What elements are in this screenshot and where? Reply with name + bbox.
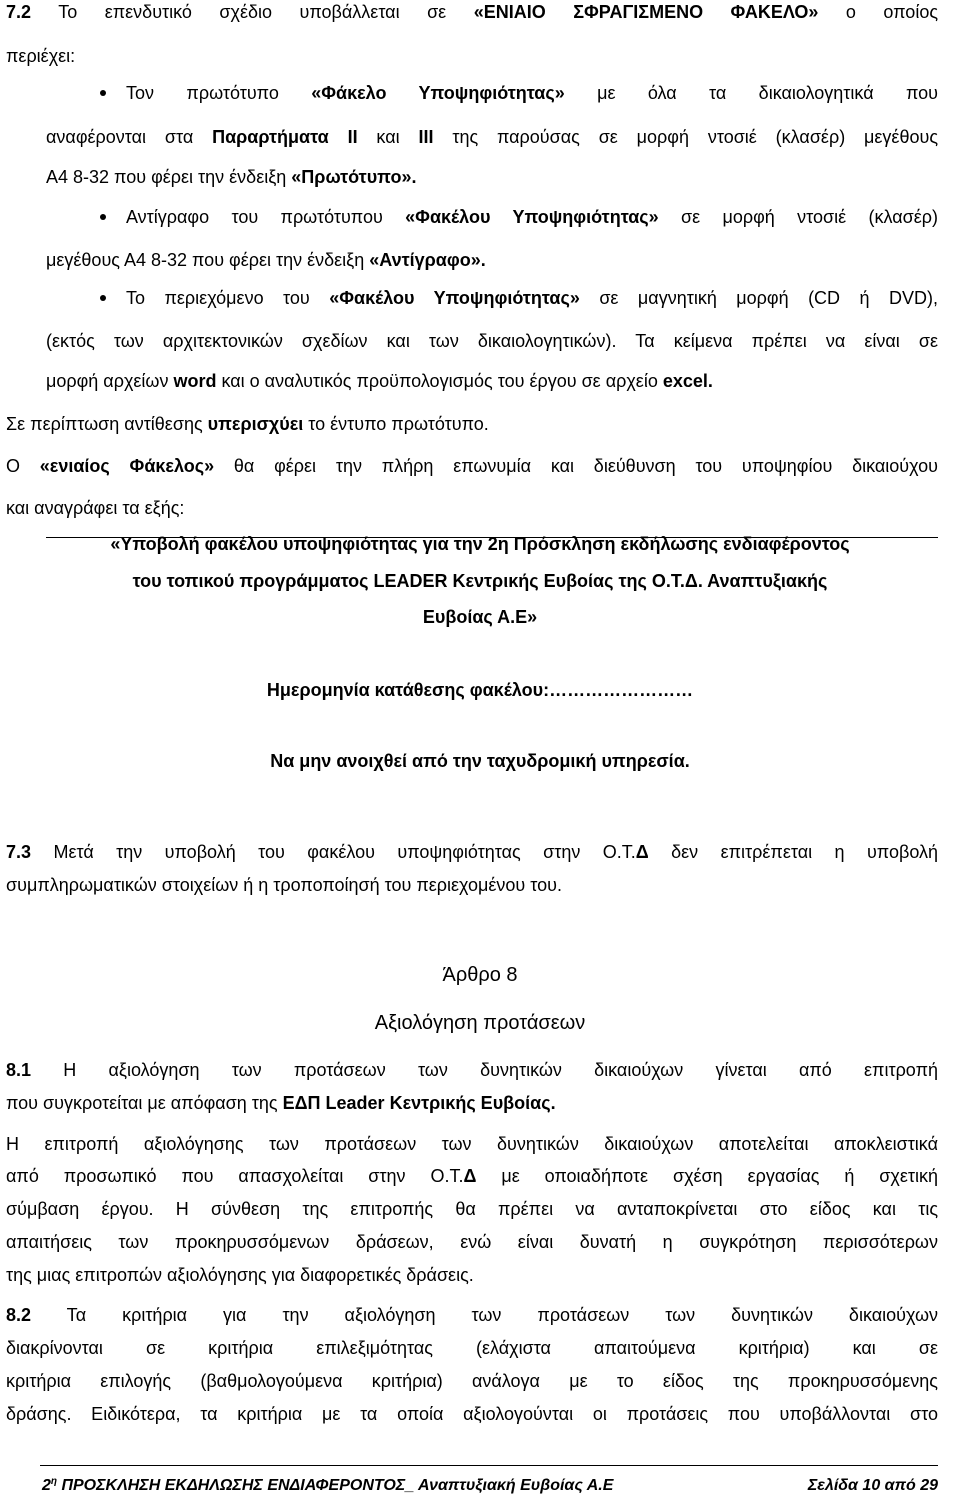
section-7-2-intro: 7.2 Το επενδυτικό σχέδιο υποβάλλεται σε «ΕΝΙΑΙΟ ΣΦΡΑΓΙΣΜΕΝΟ ΦΑΚΕΛΟ» ο οποίος (6, 2, 939, 22)
bullet-1-line-3: Α4 8-32 που φέρει την ένδειξη «Πρωτότυπο». (46, 167, 417, 187)
conflict-clause: Σε περίπτωση αντίθεσης υπερισχύει το έντυπο πρωτότυπο. (6, 414, 489, 434)
bullet-3-line-3: μορφή αρχείων word και ο αναλυτικός προϋπολογισμός του έργου σε αρχείο excel. (46, 371, 713, 391)
bullet-3-line-2: (εκτός των αρχιτεκτονικών σχεδίων και των δικαιολογητικών). Τα κείμενα πρέπει να είναι σε (46, 331, 938, 351)
bullet-1-line-2: αναφέρονται στα Παραρτήματα ΙΙ και ΙΙΙ της παρούσας σε μορφή ντοσιέ (κλασέρ) μεγέθους (46, 127, 938, 147)
section-8-2-line-4: δράσης. Ειδικότερα, τα κριτήρια με τα οποία αξιολογούνται οι προτάσεις που υποβάλλονται στο (6, 1404, 938, 1424)
section-7-3-line-2: συμπληρωματικών στοιχείων ή η τροποποίησή του περιεχομένου του. (6, 875, 562, 895)
section-8-1-line-1: 8.1 Η αξιολόγηση των προτάσεων των δυνητικών δικαιούχων γίνεται από επιτροπή (6, 1060, 938, 1080)
bullet-icon (100, 214, 106, 220)
submission-date: Ημερομηνία κατάθεσης φακέλου:…………………… (266, 680, 694, 700)
envelope-line-2: και αναγράφει τα εξής: (6, 498, 185, 518)
section-8-2-line-2: διακρίνονται σε κριτήρια επιλεξιμότητας (ελάχιστα απαιτούμενα κριτήρια) και σε (6, 1338, 938, 1358)
do-not-open-notice: Να μην ανοιχθεί από την ταχυδρομική υπηρεσία. (270, 751, 690, 771)
bullet-3-line-1: Το περιεχόμενο του «Φακέλου Υποψηφιότητας» σε μαγνητική μορφή (CD ή DVD), (126, 288, 938, 308)
section-7-2-intro-cont: περιέχει: (6, 46, 76, 66)
article-subtitle: Αξιολόγηση προτάσεων (374, 1012, 586, 1034)
section-7-3-line-1: 7.3 Μετά την υποβολή του φακέλου υποψηφιότητας στην Ο.Τ.Δ δεν επιτρέπεται η υποβολή (6, 842, 938, 862)
committee-line-5: της μιας επιτροπών αξιολόγησης για διαφορετικές δράσεις. (6, 1265, 474, 1285)
bullet-2-line-1: Αντίγραφο του πρωτότυπου «Φακέλου Υποψηφιότητας» σε μορφή ντοσιέ (κλασέρ) (126, 207, 938, 227)
committee-line-3: σύμβαση έργου. Η σύνθεση της επιτροπής θα πρέπει να ανταποκρίνεται στο είδος και τις (6, 1199, 938, 1219)
section-8-2-line-1: 8.2 Τα κριτήρια για την αξιολόγηση των προτάσεων των δυνητικών δικαιούχων (6, 1305, 938, 1325)
section-8-1-line-2: που συγκροτείται με απόφαση της ΕΔΠ Leader Κεντρικής Ευβοίας. (6, 1093, 556, 1113)
article-title: Άρθρο 8 (442, 964, 518, 986)
bullet-icon (100, 295, 106, 301)
bullet-icon (100, 90, 106, 96)
section-8-2-line-3: κριτήρια επιλογής (βαθμολογούμενα κριτήρια) ανάλογα με το είδος της προκηρυσσόμενης (6, 1371, 938, 1391)
envelope-label-line-3: Ευβοίας Α.Ε» (422, 607, 538, 627)
footer-page-number: Σελίδα 10 από 29 (807, 1477, 938, 1494)
envelope-label-line-1: «Υποβολή φακέλου υποψηφιότητας για την 2η Πρόσκληση εκδήλωσης ενδιαφέροντος (110, 534, 850, 554)
committee-line-1: Η επιτροπή αξιολόγησης των προτάσεων των δυνητικών δικαιούχων αποτελείται αποκλειστικά (6, 1134, 938, 1154)
footer-rule (40, 1465, 938, 1466)
committee-line-4: απαιτήσεις των προκηρυσσόμενων δράσεων, ενώ είναι δυνατή η συγκρότηση περισσότερων (6, 1232, 938, 1252)
envelope-line-1: Ο «ενιαίος Φάκελος» θα φέρει την πλήρη επωνυμία και διεύθυνση του υποψηφίου δικαιούχου (6, 456, 938, 476)
bullet-2-line-2: μεγέθους Α4 8-32 που φέρει την ένδειξη «Αντίγραφο». (46, 250, 486, 270)
footer-title: $2^\eta$ ΠΡΟΣΚΛΗΣΗ ΕΚΔΗΛΩΣΗΣ ΕΝΔΙΑΦΕΡΟΝΤΟΣ_ Αναπτυξιακή Ευβοίας Α.Ε (42, 1476, 614, 1494)
envelope-label-line-2: του τοπικού προγράμματος LEADER Κεντρικής Ευβοίας της Ο.Τ.Δ. Αναπτυξιακής (132, 571, 828, 591)
committee-line-2: από προσωπικό που απασχολείται στην Ο.Τ.Δ με οποιαδήποτε σχέση εργασίας ή σχετική (6, 1166, 938, 1186)
bullet-1-line-1: Τον πρωτότυπο «Φάκελο Υποψηφιότητας» με όλα τα δικαιολογητικά που (126, 83, 938, 103)
